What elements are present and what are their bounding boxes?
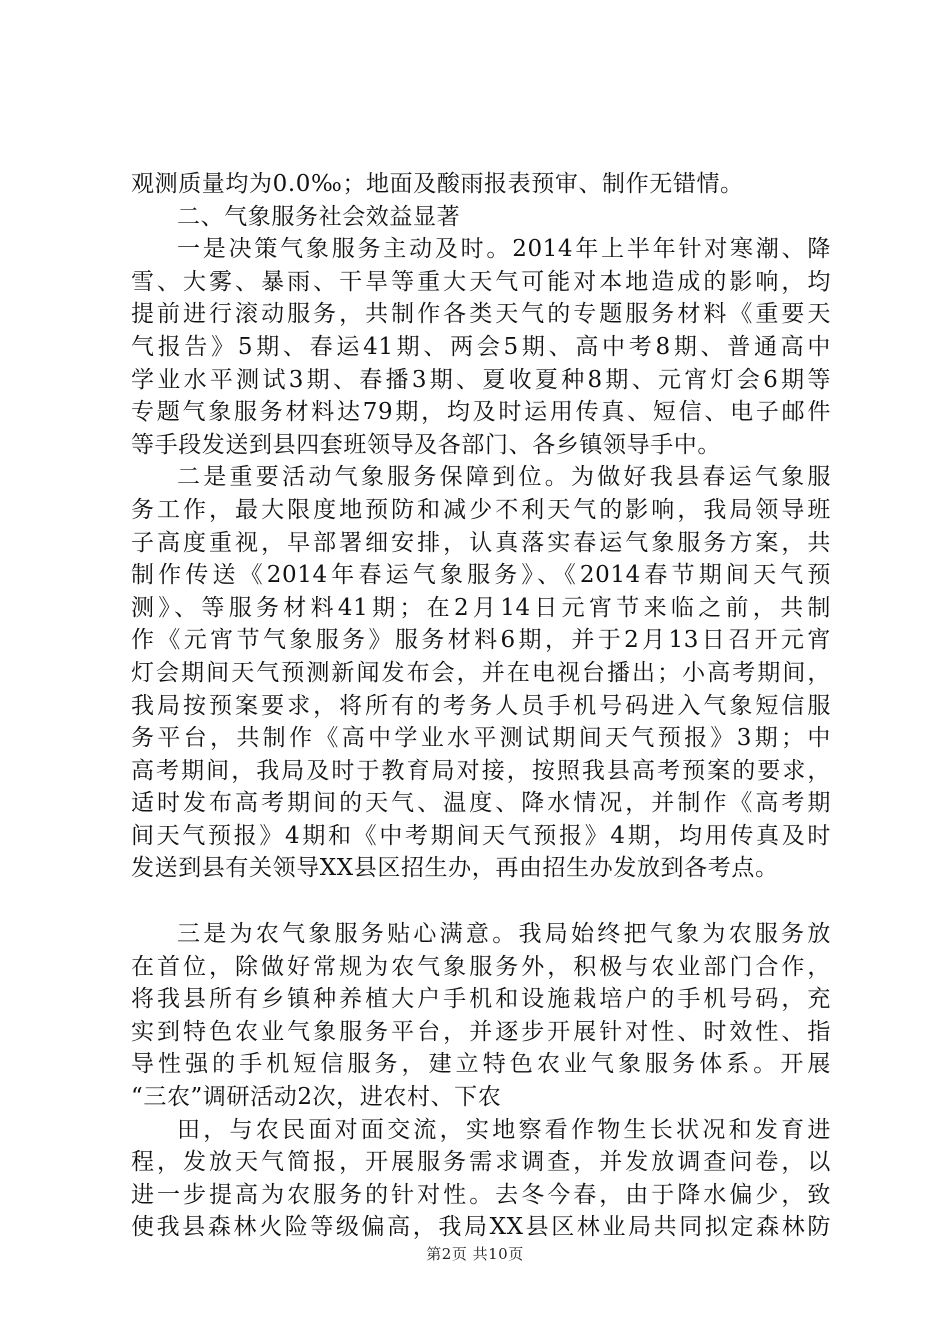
text-line: 专题气象服务材料达79期，均及时运用传真、短信、电子邮件: [131, 399, 831, 426]
text-line: 二是重要活动气象服务保障到位。为做好我县春运气象服: [177, 464, 831, 491]
text-line: 等手段发送到县四套班领导及各部门、各乡镇领导手中。: [131, 431, 721, 458]
text-line: 程，发放天气简报，开展服务需求调查，并发放调查问卷，以: [131, 1149, 831, 1176]
text-line: 三是为农气象服务贴心满意。我局始终把气象为农服务放: [177, 921, 831, 948]
text-line: 务平台，共制作《高中学业水平测试期间天气预报》3期；中: [131, 725, 831, 752]
text-line: 作《元宵节气象服务》服务材料6期，并于2月13日召开元宵: [131, 627, 831, 654]
text-line: 灯会期间天气预测新闻发布会，并在电视台播出；小高考期间，: [131, 659, 831, 686]
text-line: 在首位，除做好常规为农气象服务外，积极与农业部门合作，: [131, 953, 831, 980]
text-line: 雪、大雾、暴雨、干旱等重大天气可能对本地造成的影响，均: [131, 268, 831, 295]
text-line: 学业水平测试3期、春播3期、夏收夏种8期、元宵灯会6期等: [131, 366, 831, 393]
text-line: “三农”调研活动2次，进农村、下农: [131, 1084, 502, 1111]
text-line: 务工作，最大限度地预防和减少不利天气的影响，我局领导班: [131, 496, 831, 523]
text-line: 子高度重视，早部署细安排，认真落实春运气象服务方案，共: [131, 529, 831, 556]
text-line: 制作传送《2014年春运气象服务》、《2014春节期间天气预: [131, 562, 831, 589]
text-line: 观测质量均为0.0‰；地面及酸雨报表预审、制作无错情。: [131, 171, 744, 197]
text-line: 实到特色农业气象服务平台，并逐步开展针对性、时效性、指: [131, 1018, 831, 1045]
text-line: 气报告》5期、春运41期、两会5期、高中考8期、普通高中: [131, 333, 831, 360]
text-line: 田，与农民面对面交流，实地察看作物生长状况和发育进: [177, 1116, 831, 1143]
text-line: 测》、等服务材料41期；在2月14日元宵节来临之前，共制: [131, 594, 831, 621]
text-line: 将我县所有乡镇种养植大户手机和设施栽培户的手机号码，充: [131, 986, 831, 1013]
text-line: 高考期间，我局及时于教育局对接，按照我县高考预案的要求，: [131, 757, 831, 784]
text-line: 我局按预案要求，将所有的考务人员手机号码进入气象短信服: [131, 692, 831, 719]
paragraph-gap: [131, 885, 831, 918]
text-line: 提前进行滚动服务，共制作各类天气的专题服务材料《重要天: [131, 301, 831, 328]
text-line: 适时发布高考期间的天气、温度、降水情况，并制作《高考期: [131, 790, 831, 817]
text-line: 进一步提高为农服务的针对性。去冬今春，由于降水偏少，致: [131, 1181, 831, 1208]
text-line: 发送到县有关领导XX县区招生办，再由招生办发放到各考点。: [131, 855, 779, 882]
text-line: 一是决策气象服务主动及时。2014年上半年针对寒潮、降: [177, 236, 831, 263]
text-line: 二、气象服务社会效益显著: [177, 203, 461, 230]
text-line: 导性强的手机短信服务，建立特色农业气象服务体系。开展: [131, 1051, 831, 1078]
text-line: 间天气预报》4期和《中考期间天气预报》4期，均用传真及时: [131, 822, 831, 849]
document-body: [131, 168, 831, 1244]
text-line: 使我县森林火险等级偏高，我局XX县区林业局共同拟定森林防: [131, 1214, 831, 1241]
page-footer: 第2页 共10页: [426, 1245, 524, 1263]
